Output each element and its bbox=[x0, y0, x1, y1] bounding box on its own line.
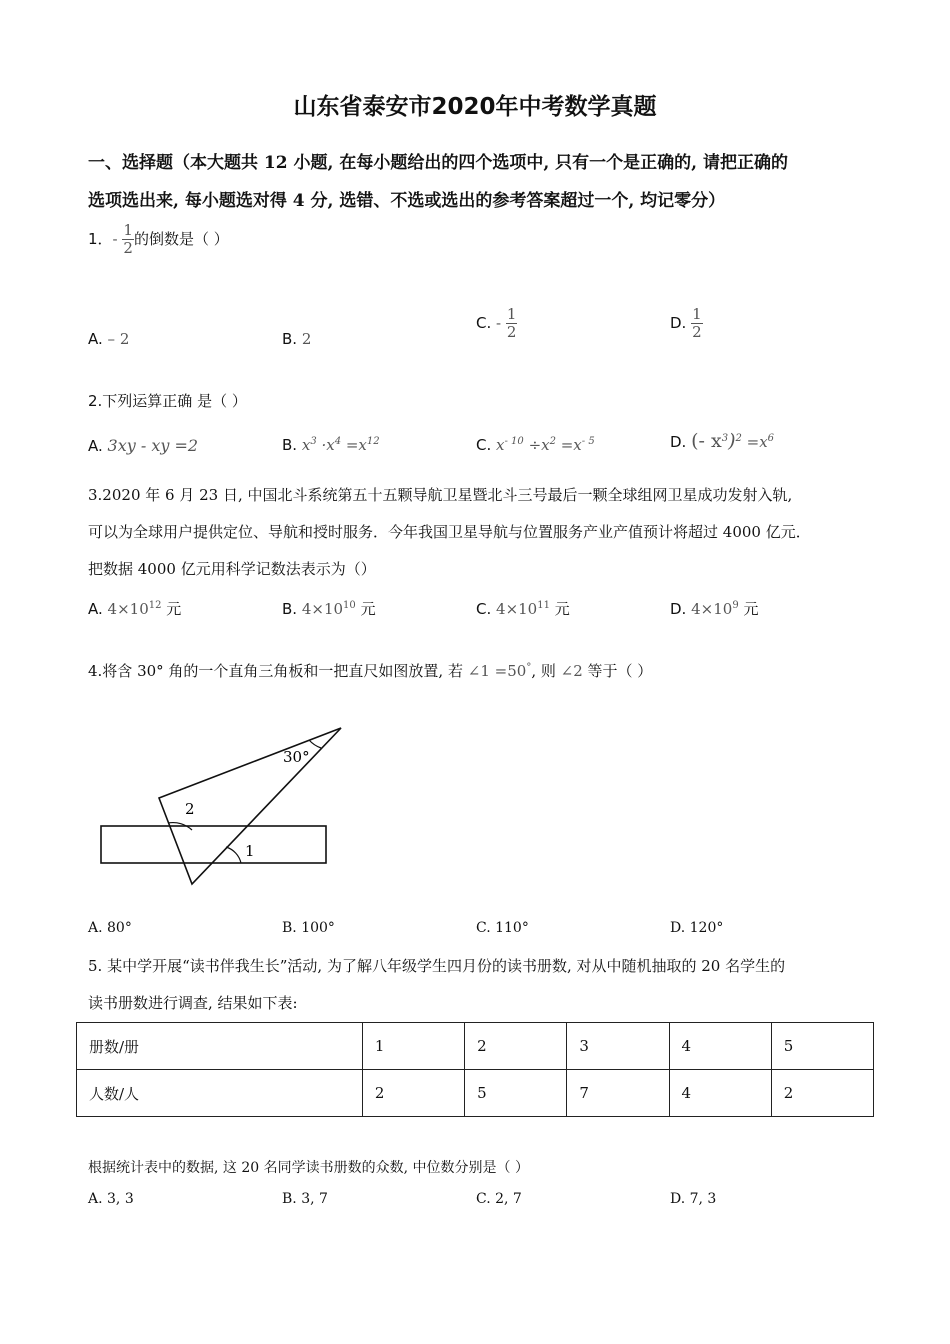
table-cell: 2 bbox=[771, 1070, 873, 1117]
q3-d-label: D. bbox=[670, 600, 687, 618]
q2-d-e2: 2 bbox=[735, 433, 742, 444]
q3-c-exp: 11 bbox=[537, 600, 550, 611]
q3-option-c bbox=[476, 598, 570, 619]
table-cell: 人数/人 bbox=[77, 1070, 363, 1117]
table-cell: 7 bbox=[567, 1070, 669, 1117]
q2-d-label: D. bbox=[670, 433, 687, 451]
q1-frac-den: 2 bbox=[123, 239, 133, 258]
table-cell: 4 bbox=[669, 1070, 771, 1117]
q5-table bbox=[76, 1022, 874, 1117]
q3-a-unit: 元 bbox=[166, 600, 182, 618]
question-5-line2: 读书册数进行调查, 结果如下表: bbox=[88, 994, 298, 1012]
q2-option-d bbox=[670, 430, 774, 452]
q1-a-label: A. bbox=[88, 330, 103, 348]
q3-d-exp: 9 bbox=[732, 600, 739, 611]
question-3-line2: 可以为全球用户提供定位、导航和授时服务．今年我国卫星导航与位置服务产业产值预计将超过 4000 亿元． bbox=[88, 523, 811, 541]
q3-c-unit: 元 bbox=[554, 600, 570, 618]
q1-option-a bbox=[88, 330, 129, 348]
ruler-rect bbox=[101, 826, 326, 863]
q1-d-label: D. bbox=[670, 313, 687, 332]
q2-b-label: B. bbox=[282, 436, 298, 454]
q3-c-base: 4×10 bbox=[496, 600, 538, 618]
q2-a-label: A. bbox=[88, 437, 103, 455]
q3-b-label: B. bbox=[282, 600, 298, 618]
q4-text-mid: , 则 bbox=[531, 662, 556, 680]
q1-text: 的倒数是（ ） bbox=[133, 229, 229, 248]
q3-d-unit: 元 bbox=[743, 600, 759, 618]
q3-b-base: 4×10 bbox=[301, 600, 344, 618]
q2-d-open: (- x bbox=[691, 430, 722, 452]
q1-option-c bbox=[476, 306, 517, 342]
q4-figure bbox=[95, 720, 345, 890]
page-title: 山东省泰安市2020年中考数学真题 bbox=[293, 94, 657, 120]
table-cell: 5 bbox=[465, 1070, 567, 1117]
q2-option-c bbox=[476, 436, 595, 454]
q2-d-e3: 6 bbox=[767, 433, 775, 444]
label-30: 30° bbox=[283, 748, 310, 766]
q1-d-den: 2 bbox=[692, 323, 702, 342]
question-4 bbox=[88, 660, 652, 681]
angle-1-arc bbox=[226, 847, 241, 863]
question-1 bbox=[88, 222, 229, 258]
q4-option-c: C. 110° bbox=[476, 920, 529, 936]
q2-b-x1: x bbox=[301, 436, 311, 454]
q3-b-exp: 10 bbox=[343, 600, 356, 611]
q2-d-e1: 3 bbox=[721, 433, 729, 444]
table-row bbox=[77, 1070, 874, 1117]
table-cell: 2 bbox=[362, 1070, 464, 1117]
question-3-line3: 把数据 4000 亿元用科学记数法表示为（） bbox=[88, 560, 376, 578]
q2-b-e3: 12 bbox=[366, 436, 380, 447]
q4-angle1: ∠1 =50 bbox=[467, 662, 527, 680]
table-cell: 4 bbox=[669, 1023, 771, 1070]
section-heading-line2: 选项选出来, 每小题选对得 4 分, 选错、不选或选出的参考答案超过一个, 均记零分） bbox=[88, 191, 726, 211]
q5-option-c: C. 2, 7 bbox=[476, 1191, 522, 1207]
question-2: 2.下列运算正确 是（ ） bbox=[88, 392, 247, 410]
q2-c-eq: =x bbox=[555, 436, 582, 454]
q2-b-dot: ·x bbox=[316, 436, 335, 454]
section-heading-line1: 一、选择题（本大题共 12 小题, 在每小题给出的四个选项中, 只有一个是正确的, 请把正确的 bbox=[88, 153, 789, 173]
table-cell: 3 bbox=[567, 1023, 669, 1070]
q5-option-d: D. 7, 3 bbox=[670, 1191, 717, 1207]
table-cell: 5 bbox=[771, 1023, 873, 1070]
q3-a-exp: 12 bbox=[148, 600, 162, 611]
q2-d-close: ) bbox=[728, 430, 736, 452]
q4-option-d: D. 120° bbox=[670, 920, 724, 936]
q1-d-num: 1 bbox=[692, 305, 702, 323]
table-cell: 册数/册 bbox=[77, 1023, 363, 1070]
label-1: 1 bbox=[245, 842, 255, 860]
q1-c-den: 2 bbox=[506, 323, 517, 342]
q3-d-base: 4×10 bbox=[691, 600, 733, 618]
q1-sign: - bbox=[112, 229, 118, 248]
angle-30-arc bbox=[309, 740, 321, 748]
q1-b-value: 2 bbox=[301, 330, 312, 348]
q1-d-fraction bbox=[691, 306, 703, 342]
q1-c-label: C. bbox=[476, 313, 492, 332]
q2-b-eq: =x bbox=[341, 436, 367, 454]
q3-option-d bbox=[670, 598, 758, 619]
q5-question: 根据统计表中的数据, 这 20 名同学读书册数的众数, 中位数分别是（ ） bbox=[88, 1160, 529, 1176]
q3-c-label: C. bbox=[476, 600, 492, 618]
q5-option-a: A. 3, 3 bbox=[88, 1191, 134, 1207]
q2-c-x1: x bbox=[496, 436, 505, 454]
table-cell: 2 bbox=[465, 1023, 567, 1070]
table-row bbox=[77, 1023, 874, 1070]
q3-a-label: A. bbox=[88, 600, 103, 618]
q1-number: 1． bbox=[88, 229, 113, 248]
q2-option-b bbox=[282, 436, 380, 454]
q1-frac-num: 1 bbox=[123, 221, 133, 239]
q1-option-b bbox=[282, 330, 311, 348]
label-2: 2 bbox=[185, 800, 195, 818]
q4-angle2: ∠2 bbox=[560, 662, 583, 680]
q4-deg: ° bbox=[526, 662, 532, 673]
q1-c-fraction bbox=[506, 306, 518, 342]
table-cell: 1 bbox=[362, 1023, 464, 1070]
q4-option-a: A. 80° bbox=[88, 920, 132, 936]
q2-c-div: ÷x bbox=[523, 436, 550, 454]
q1-option-d bbox=[670, 306, 703, 342]
q4-text-after: 等于（ ） bbox=[582, 662, 653, 680]
q4-option-b: B. 100° bbox=[282, 920, 335, 936]
q3-option-a bbox=[88, 598, 181, 619]
q1-c-num: 1 bbox=[506, 305, 517, 323]
q2-c-e1: - 10 bbox=[504, 436, 524, 447]
q2-c-e2: 2 bbox=[549, 436, 556, 447]
q1-fraction bbox=[122, 222, 134, 258]
q2-option-a bbox=[88, 436, 198, 455]
q3-option-b bbox=[282, 598, 376, 619]
q2-b-e2: 4 bbox=[334, 436, 342, 447]
q3-a-base: 4×10 bbox=[107, 600, 149, 618]
q1-c-sign: - bbox=[496, 313, 502, 332]
q2-c-label: C. bbox=[476, 436, 492, 454]
q4-text-before: 4.将含 30° 角的一个直角三角板和一把直尺如图放置, 若 bbox=[88, 662, 463, 680]
q2-d-eq: =x bbox=[741, 433, 768, 451]
q1-b-label: B. bbox=[282, 330, 298, 348]
q2-a-expr: 3xy - xy =2 bbox=[107, 436, 199, 455]
question-3-line1: 3.2020 年 6 月 23 日, 中国北斗系统第五十五颗导航卫星暨北斗三号最后一颗全球组网卫星成功发射入轨, bbox=[88, 486, 793, 504]
q2-b-e1: 3 bbox=[310, 436, 317, 447]
question-5-line1: 5. 某中学开展“读书伴我生长”活动, 为了解八年级学生四月份的读书册数, 对从中随机抽取的 20 名学生的 bbox=[88, 957, 786, 975]
q3-b-unit: 元 bbox=[360, 600, 376, 618]
q5-option-b: B. 3, 7 bbox=[282, 1191, 328, 1207]
q2-c-e3: - 5 bbox=[581, 436, 595, 447]
q1-a-value: – 2 bbox=[107, 330, 130, 348]
